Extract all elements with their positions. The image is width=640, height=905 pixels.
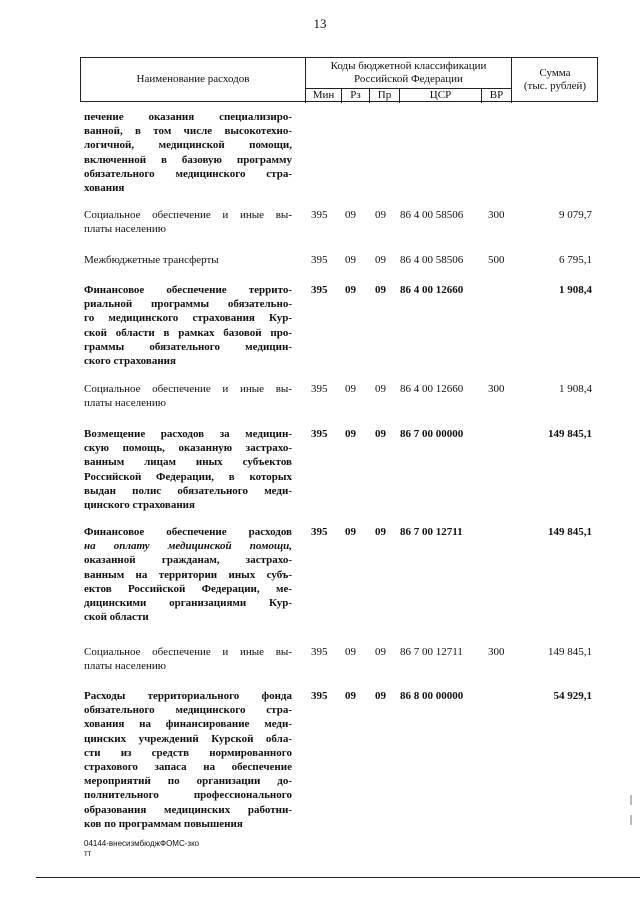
expense-name-line: образования медицинских работни-	[84, 803, 292, 816]
table-header	[80, 57, 598, 102]
amount: 1 908,4	[559, 284, 592, 296]
code-csr: 86 8 00 00000	[400, 690, 464, 702]
code-rz: 09	[345, 209, 356, 221]
expense-name-line: логичной, медицинской помощи,	[84, 139, 292, 152]
amount: 54 929,1	[553, 690, 592, 702]
code-pr: 09	[375, 284, 386, 296]
expense-name-line: выдан полис обязательного меди-	[84, 484, 292, 497]
expense-name	[84, 208, 292, 236]
header-sum-line2: (тыс. рублей)	[523, 80, 587, 92]
expense-name	[84, 382, 292, 410]
expense-name-line: хования	[84, 182, 125, 195]
header-sum	[512, 62, 598, 98]
code-rz: 09	[345, 646, 356, 658]
expense-name-line: платы населению	[84, 397, 166, 410]
scan-mark	[630, 815, 632, 825]
expense-name-line: граммы обязательного медицин-	[84, 340, 292, 353]
code-pr: 09	[375, 428, 386, 440]
code-vr: 300	[488, 646, 505, 658]
header-codes	[306, 59, 511, 87]
amount: 149 845,1	[548, 526, 592, 538]
amount: 9 079,7	[559, 209, 592, 221]
expense-name	[84, 427, 292, 512]
expense-name-line: оказанной гражданам, застрахо-	[84, 554, 292, 567]
expense-name-line: печение оказания специализиро-	[84, 111, 292, 123]
expense-name	[84, 525, 292, 624]
code-min: 395	[311, 254, 328, 266]
bottom-rule	[36, 877, 640, 878]
expense-name-line: ской области	[84, 611, 149, 624]
expense-name-line: Социальное обеспечение и иные вы-	[84, 209, 292, 221]
expense-name-line: Расходы территориального фонда	[84, 690, 292, 702]
expense-name-line: платы населению	[84, 660, 166, 673]
expense-name-line: ской области в рамках базовой про-	[84, 326, 292, 339]
expense-name-line: Финансовое обеспечение террито-	[84, 284, 292, 296]
header-pr: Пр	[377, 89, 392, 101]
expense-name-line: включенной в базовую программу	[84, 153, 292, 166]
code-csr: 86 7 00 12711	[400, 646, 463, 658]
expense-name-line: ектов Российской Федерации, ме-	[84, 582, 292, 595]
expense-name	[84, 283, 292, 368]
code-pr: 09	[375, 209, 386, 221]
code-min: 395	[311, 690, 328, 702]
expense-name-line: платы населению	[84, 223, 166, 236]
expense-name	[84, 645, 292, 673]
code-min: 395	[311, 383, 328, 395]
expense-name-line: ванным лицам иных субъектов	[84, 456, 292, 469]
code-pr: 09	[375, 383, 386, 395]
expense-name	[84, 253, 292, 267]
amount: 6 795,1	[559, 254, 592, 266]
expense-name-line: скую помощь, оказанную застрахо-	[84, 442, 292, 455]
code-vr: 300	[488, 383, 505, 395]
expense-name-line: обязательного медицинского стра-	[84, 167, 292, 180]
amount: 149 845,1	[548, 428, 592, 440]
code-pr: 09	[375, 690, 386, 702]
expense-name-line: на оплату медицинской помощи,	[84, 540, 292, 553]
page-number: 13	[313, 16, 327, 31]
code-min: 395	[311, 428, 328, 440]
code-csr: 86 4 00 58506	[400, 254, 464, 266]
code-csr: 86 4 00 12660	[400, 383, 464, 395]
expense-name	[84, 689, 292, 831]
scan-mark	[630, 795, 632, 805]
header-min: Мин	[312, 89, 335, 101]
header-csr: ЦСР	[429, 89, 452, 101]
code-csr: 86 4 00 58506	[400, 209, 464, 221]
code-csr: 86 4 00 12660	[400, 284, 464, 296]
amount: 1 908,4	[559, 383, 592, 395]
code-vr: 300	[488, 209, 505, 221]
header-rz: Рз	[350, 89, 361, 101]
expense-name	[84, 110, 292, 195]
document-footer	[84, 839, 199, 859]
header-codes-line2: Российской Федерации	[354, 73, 463, 85]
expense-name-line: дицинскими организациями Кур-	[84, 597, 292, 610]
expense-name-line: ванным на территории иных субъ-	[84, 568, 292, 581]
header-vr: ВР	[489, 89, 504, 101]
expense-name-line: ванной, в том числе высокотехно-	[84, 125, 292, 138]
expense-name-line: обязательного медицинского стра-	[84, 704, 292, 717]
header-sum-line1: Сумма	[539, 67, 571, 79]
code-pr: 09	[375, 254, 386, 266]
code-min: 395	[311, 646, 328, 658]
footer-file-code: 04144-внесизмбюджФОМС-зко	[84, 839, 200, 848]
expense-name-line: Социальное обеспечение и иные вы-	[84, 383, 292, 395]
expense-name-line: мероприятий по организации до-	[84, 775, 292, 788]
code-csr: 86 7 00 00000	[400, 428, 464, 440]
expense-name-line: ского страхования	[84, 355, 176, 368]
expense-name-line: го медицинского страхования Кур-	[84, 312, 292, 325]
expense-name-line: полнительного профессионального	[84, 789, 292, 802]
expense-name-line: страхового запаса на обеспечение	[84, 761, 292, 774]
expense-name-line: сти из средств нормированного	[84, 746, 292, 759]
expense-name-line: цинских учреждений Курской обла-	[84, 732, 292, 745]
code-rz: 09	[345, 690, 356, 702]
expense-name-line: Российской Федерации, в которых	[84, 470, 292, 483]
code-rz: 09	[345, 383, 356, 395]
expense-name-line: Социальное обеспечение и иные вы-	[84, 646, 292, 658]
code-rz: 09	[345, 526, 356, 538]
expense-name-line: цинского страхования	[84, 499, 195, 512]
code-rz: 09	[345, 428, 356, 440]
code-vr: 500	[488, 254, 505, 266]
code-pr: 09	[375, 526, 386, 538]
code-min: 395	[311, 526, 328, 538]
expense-name-line: риальной программы обязательно-	[84, 298, 292, 311]
expense-name-line: Финансовое обеспечение расходов	[84, 526, 292, 538]
code-min: 395	[311, 284, 328, 296]
expense-name-line: Возмещение расходов за медицин-	[84, 428, 292, 440]
code-csr: 86 7 00 12711	[400, 526, 463, 538]
code-pr: 09	[375, 646, 386, 658]
header-name-column: Наименование расходов	[136, 73, 250, 85]
expense-name-line: Межбюджетные трансферты	[84, 254, 219, 266]
expense-name-line: ков по программам повышения	[84, 817, 243, 830]
amount: 149 845,1	[548, 646, 592, 658]
expense-name-line: хования на финансирование меди-	[84, 718, 292, 731]
code-rz: 09	[345, 284, 356, 296]
header-codes-line1: Коды бюджетной классификации	[330, 60, 487, 72]
code-min: 395	[311, 209, 328, 221]
footer-suffix: тт	[84, 849, 92, 858]
code-rz: 09	[345, 254, 356, 266]
